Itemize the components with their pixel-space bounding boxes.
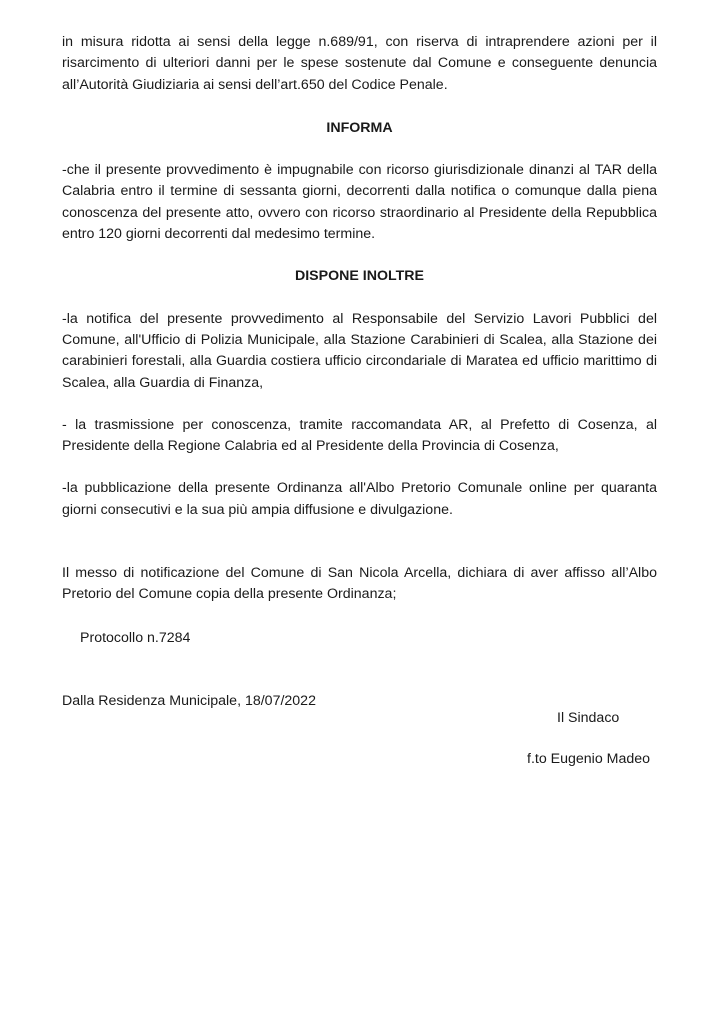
signature-name: f.to Eugenio Madeo <box>527 751 651 767</box>
notification-statement: Il messo di notificazione del Comune di San Nicola Arcella, dichiara di aver affisso all’Albo Pretorio del Comune copia della presente Ordinanza; <box>62 565 657 603</box>
document-page <box>62 32 657 767</box>
informa-paragraph: -che il presente provvedimento è impugnabile con ricorso giurisdizionale dinanzi al TAR della Calabria entro il termine di sessanta giorni, decorrenti dalla notifica o comunque dalla piena conoscenza del presente atto, ovvero con ricorso straordinario al Presidente della Repubblica entro 120 giorni decorrenti dal medesimo termine. <box>62 162 657 243</box>
dispone-pubblicazione-paragraph: -la pubblicazione della presente Ordinanza all'Albo Pretorio Comunale online per quaranta giorni consecutivi e la sua più ampia diffusione e divulgazione. <box>62 480 657 518</box>
intro-paragraph: in misura ridotta ai sensi della legge n.689/91, con riserva di intraprendere azioni per il risarcimento di ulteriori danni per le spese sostenute dal Comune e conseguente denuncia all’Autorità Giudiziaria ai sensi dell’art.650 del Codice Penale. <box>62 34 657 93</box>
dispone-trasmissione-paragraph: - la trasmissione per conoscenza, tramite raccomandata AR, al Prefetto di Cosenza, al Presidente della Regione Calabria ed al Presidente della Provincia di Cosenza, <box>62 416 657 455</box>
protocol-number: Protocollo n.7284 <box>80 629 191 646</box>
heading-informa: INFORMA <box>326 119 393 136</box>
dispone-notifica-paragraph: -la notifica del presente provvedimento al Responsabile del Servizio Lavori Pubblici del Comune, all'Ufficio di Polizia Municipale, alla Stazione Carabinieri di Scalea, alla Stazione dei carabinieri forestali, alla Guardia costiera ufficio circondariale di Maratea ed ufficio marittimo di Scalea, alla Guardia di Finanza, <box>62 310 657 391</box>
heading-dispone-inoltre: DISPONE INOLTRE <box>294 268 424 285</box>
place-date: Dalla Residenza Municipale, 18/07/2022 <box>62 692 316 709</box>
signature-title: Il Sindaco <box>557 710 620 726</box>
